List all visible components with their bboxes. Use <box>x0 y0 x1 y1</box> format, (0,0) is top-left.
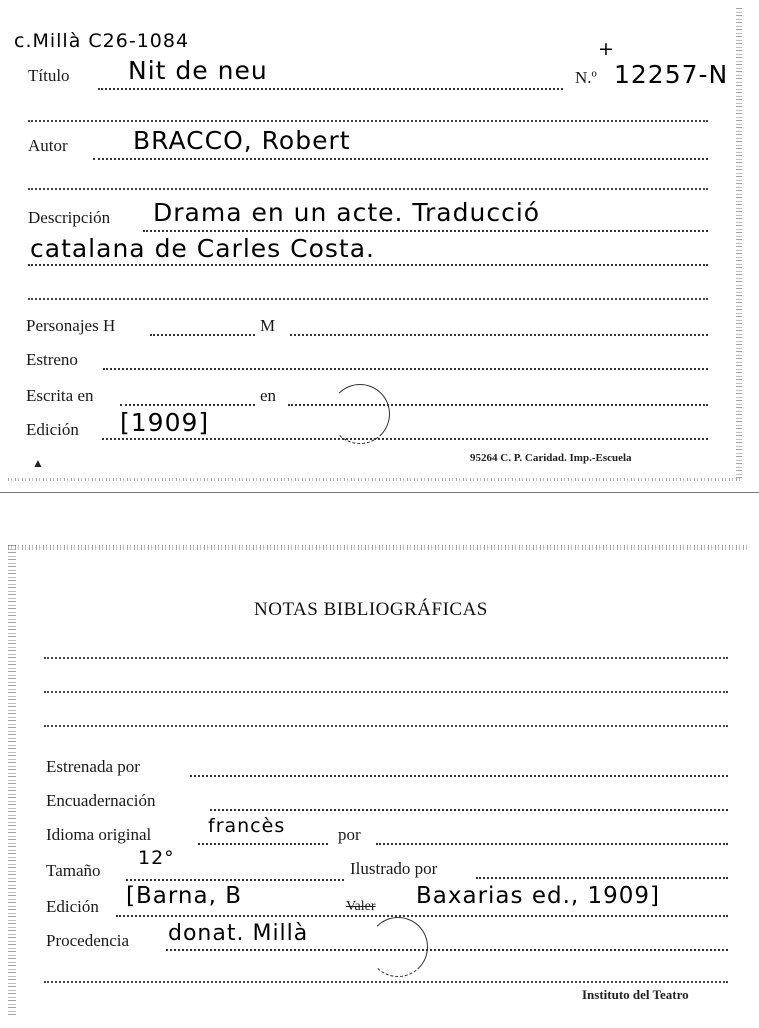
catalog-card-back <box>8 545 748 1025</box>
autor-value: BRACCO, Robert <box>133 126 351 155</box>
m-label: M <box>260 316 276 335</box>
plus-mark: + <box>598 38 615 60</box>
edicion-struck-word: Valer <box>346 899 376 914</box>
printer-imprint: 95264 C. P. Caridad. Imp.-Escuela <box>470 452 632 464</box>
autor-label: Autor <box>28 136 68 155</box>
institution-imprint: Instituto del Teatro <box>582 987 689 1002</box>
corner-note: c.Millà C26-1084 <box>14 30 190 52</box>
procedencia-value: donat. Millà <box>168 921 309 946</box>
descripcion-label: Descripción <box>28 208 111 227</box>
titulo-value: Nit de neu <box>128 56 268 85</box>
por-line <box>376 843 728 845</box>
idioma-label: Idioma original <box>46 825 152 844</box>
estrenada-label: Estrenada por <box>46 757 140 776</box>
tamano-line <box>126 879 344 881</box>
edicion-label: Edición <box>26 420 79 439</box>
card-edge <box>8 478 742 481</box>
procedencia-line <box>166 949 728 951</box>
edicion-label: Edición <box>46 897 99 916</box>
descripcion-line-1: Drama en un acte. Traducció <box>153 198 541 227</box>
tamano-value: 12° <box>138 847 175 869</box>
escrita-line <box>120 404 255 406</box>
edicion-value: [1909] <box>120 408 210 437</box>
edicion-value-a: [Barna, B <box>126 883 242 909</box>
edicion-value-b: Baxarias ed., 1909] <box>416 883 661 909</box>
descripcion-line-2: catalana de Carles Costa. <box>30 234 375 263</box>
titulo-label: Título <box>28 66 70 85</box>
personajes-h-line <box>150 334 255 336</box>
encuadernacion-line <box>210 809 728 811</box>
blank-line <box>28 120 708 122</box>
idioma-line <box>198 843 328 845</box>
edicion-line <box>102 438 708 440</box>
blank-line <box>44 725 728 727</box>
stamp-mark <box>368 917 428 977</box>
estreno-line <box>103 368 708 370</box>
encuadernacion-label: Encuadernación <box>46 791 156 810</box>
descripcion-line <box>143 230 708 232</box>
idioma-value: francès <box>208 815 286 837</box>
bullet-mark: ▲ <box>32 456 44 470</box>
numero-value: 12257-N <box>614 60 729 89</box>
ilustrado-line <box>476 877 728 879</box>
blank-line <box>44 981 728 983</box>
stamp-mark <box>330 384 390 444</box>
personajes-m-line <box>290 334 708 336</box>
notas-heading: NOTAS BIBLIOGRÁFICAS <box>254 599 488 620</box>
cut-line <box>0 492 759 493</box>
escrita-label: Escrita en <box>26 386 94 405</box>
card-edge <box>8 545 748 550</box>
edicion-line <box>116 915 728 917</box>
blank-line <box>44 657 728 659</box>
catalog-card-front <box>8 8 738 488</box>
por-label: por <box>338 825 361 844</box>
estrenada-line <box>190 775 728 777</box>
tamano-label: Tamaño <box>46 861 101 880</box>
estreno-label: Estreno <box>26 350 78 369</box>
titulo-line <box>98 88 563 90</box>
card-edge <box>8 545 16 1015</box>
descripcion-line <box>28 264 708 266</box>
numero-label: N.º <box>575 68 597 87</box>
blank-line <box>28 188 708 190</box>
personajes-label: Personajes H <box>26 316 116 335</box>
blank-line <box>44 691 728 693</box>
blank-line <box>28 298 708 300</box>
ilustrado-label: Ilustrado por <box>350 859 438 878</box>
card-edge <box>736 8 742 478</box>
en-label: en <box>260 386 277 405</box>
procedencia-label: Procedencia <box>46 931 130 950</box>
autor-line <box>93 158 708 160</box>
